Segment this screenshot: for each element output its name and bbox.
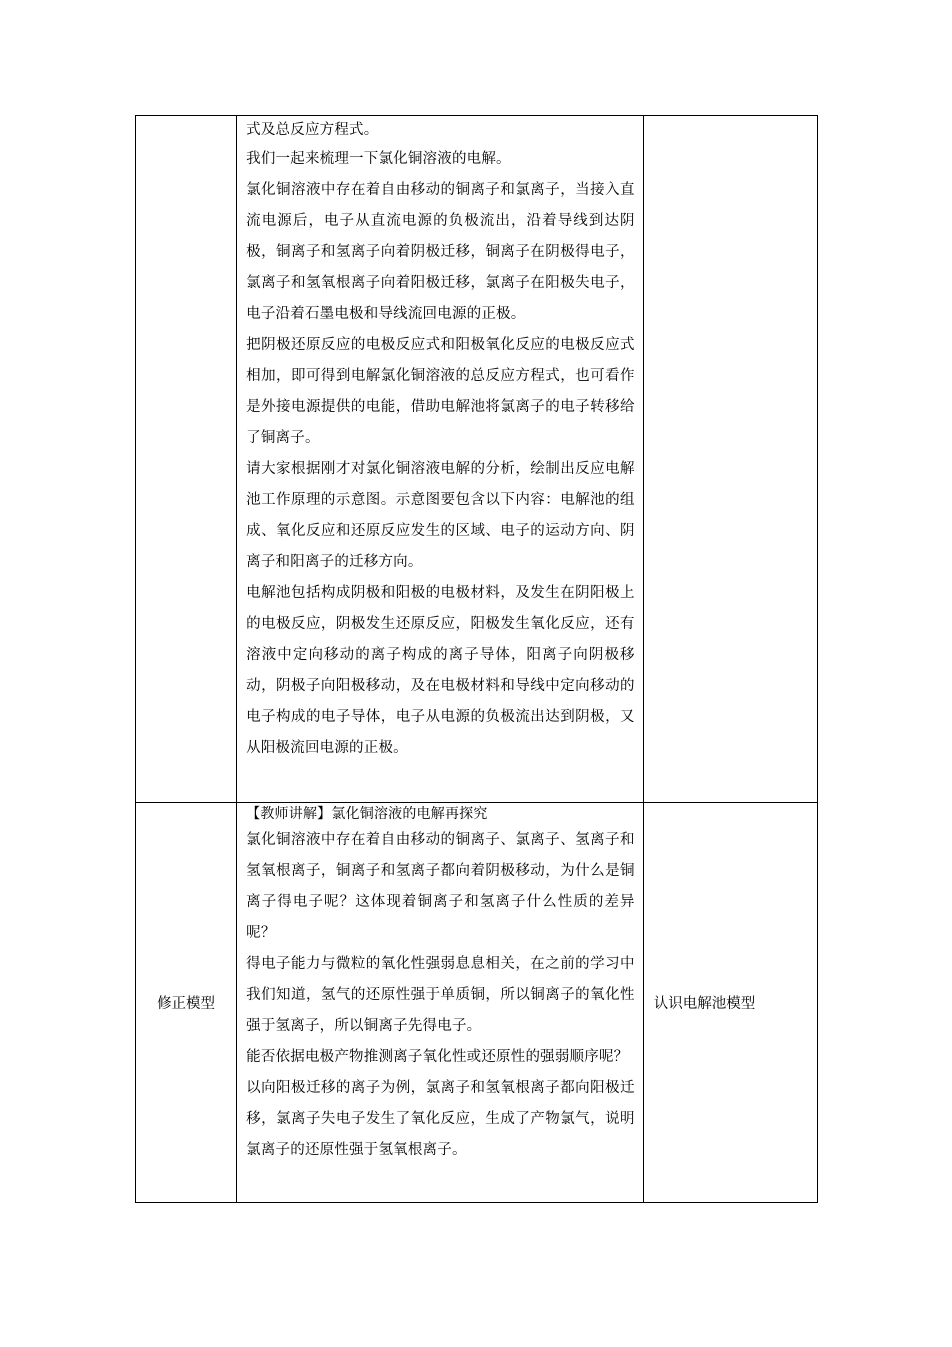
stage-cell: 修正模型 bbox=[136, 803, 237, 1203]
stage-cell bbox=[136, 116, 237, 803]
intent-cell bbox=[643, 116, 817, 803]
paragraph: 电解池包括构成阴极和阳极的电极材料，及发生在阴阳极上的电极反应，阴极发生还原反应，阳极发生氧化反应，还有溶液中定向移动的离子构成的离子导体，阳离子向阴极移动，阴极子向阳极移动，及在电极材料和导线中定向移动的电子构成的电子导体，电子从电源的负极流出达到阴极，又从阳极流回电源的正极。 bbox=[246, 585, 635, 756]
content-cell bbox=[237, 803, 644, 1203]
table-row bbox=[136, 803, 818, 1203]
paragraph: 以向阳极迁移的离子为例，氯离子和氢氧根离子都向阳极迁移，氯离子失电子发生了氧化反应，生成了产物氯气，说明氯离子的还原性强于氢氧根离子。 bbox=[246, 1080, 635, 1158]
paragraph: 式及总反应方程式。 bbox=[246, 122, 379, 138]
table-row bbox=[136, 116, 818, 803]
lesson-plan-table bbox=[135, 115, 818, 1203]
paragraph: 氯化铜溶液中存在着自由移动的铜离子和氯离子，当接入直流电源后，电子从直流电源的负极流出，沿着导线到达阴极，铜离子和氢离子向着阴极迁移，铜离子在阴极得电子，氯离子和氢氧根离子向着阳极迁移，氯离子在阳极失电子，电子沿着石墨电极和导线流回电源的正极。 bbox=[246, 182, 635, 322]
intent-cell: 认识电解池模型 bbox=[643, 803, 817, 1203]
paragraph: 能否依据电极产物推测离子氧化性或还原性的强弱顺序呢？ bbox=[246, 1049, 629, 1065]
paragraph: 请大家根据刚才对氯化铜溶液电解的分析，绘制出反应电解池工作原理的示意图。示意图要包含以下内容：电解池的组成、氧化反应和还原反应发生的区域、电子的运动方向、阴离子和阳离子的迁移方向。 bbox=[246, 461, 635, 570]
section-heading: 【教师讲解】氯化铜溶液的电解再探究 bbox=[246, 806, 488, 822]
paragraph: 氯化铜溶液中存在着自由移动的铜离子、氯离子、氢离子和氢氧根离子，铜离子和氢离子都向着阴极移动，为什么是铜离子得电子呢？这体现着铜离子和氢离子什么性质的差异呢？ bbox=[246, 832, 635, 941]
paragraph: 得电子能力与微粒的氧化性强弱息息相关，在之前的学习中我们知道，氢气的还原性强于单质铜，所以铜离子的氧化性强于氢离子，所以铜离子先得电子。 bbox=[246, 956, 635, 1034]
paragraph: 我们一起来梳理一下氯化铜溶液的电解。 bbox=[246, 151, 511, 167]
content-cell bbox=[237, 116, 644, 803]
paragraph: 把阴极还原反应的电极反应式和阳极氧化反应的电极反应式相加，即可得到电解氯化铜溶液的总反应方程式，也可看作是外接电源提供的电能，借助电解池将氯离子的电子转移给了铜离子。 bbox=[246, 337, 635, 446]
